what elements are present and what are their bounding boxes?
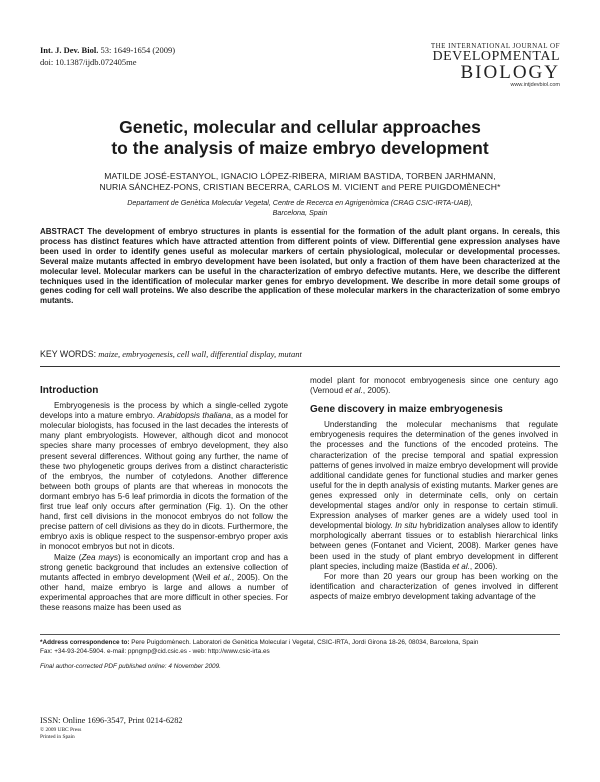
- correspondence-text: Pere Puigdomènech. Laboratori de Genètica Molecular i Vegetal, CSIC-IRTA, Jordi Girona 18-26, 08034, Barcelona, Spain: [129, 639, 479, 646]
- gene-discovery-heading: Gene discovery in maize embryogenesis: [310, 404, 503, 416]
- authors: [40, 171, 560, 193]
- correspondence: [40, 638, 560, 656]
- intro-p2-etal: et al.: [213, 572, 232, 582]
- section-divider: [40, 366, 560, 367]
- intro-heading: Introduction: [40, 385, 99, 396]
- article-title: [0, 117, 600, 159]
- publication-note: [40, 663, 221, 670]
- copyright-block: [40, 727, 81, 741]
- right-p1-text-a: Understanding the molecular mechanisms that regulate embryogenesis requires the determination of the genes involved in the processes and the functions of the encoded proteins. The characterization of the precise temporal and spatial expression patterns of genes involved in maize embryo development will provide additional candidate genes for functional studies and marker genes useful for the in depth analysis of existing mutants. Marker genes are genes expressed only in determinate cells, only on certain developmental stages and/or only in response to certain stimuli. Expression analyses of marker genes are a widely used tool in developmental biology.: [310, 420, 558, 531]
- correspondence-label: *Address correspondence to:: [40, 639, 130, 646]
- copyright: © 2009 UBC Press: [40, 727, 82, 733]
- left-column: [40, 386, 288, 613]
- intro-p1-text-a: Embryogenesis is the process by which a single-celled zygote develops into a mature embryo.: [40, 401, 288, 421]
- publication-date: 4 November 2009.: [166, 663, 221, 670]
- intro-p2-italic: Zea mays: [81, 552, 118, 562]
- title-line-1: Genetic, molecular and cellular approaches: [119, 117, 481, 137]
- publication-label: Final author-corrected PDF published online:: [40, 663, 167, 670]
- affiliation: [60, 198, 540, 218]
- right-continuation: [310, 376, 558, 396]
- intro-p2-text-a: Maize (: [54, 552, 82, 562]
- right-p1-italic: In situ: [395, 521, 418, 531]
- abstract-text: The development of embryo structures in plants is essential for the formation of the adult plant organs. In cereals, this process has distinct features which have attracted attention from different points of view. Differential gene expression analyses have been used in order to identify genes useful as molecular markers of certain physiological, molecular or developmental processes. Several maize mutants affected in embryo development have been isolated, but only a fraction of them have been characterized at the molecular level. Molecular markers can be useful in the characterization of embryo defective mutants. Here, we describe the different techniques used in the identification of molecular marker genes for embryo development. We describe in more detail some groups of genes coding for cell wall proteins. We also describe the application of these molecular markers in the characterization of some embryo mutants.: [40, 227, 560, 306]
- affiliation-line-1: Departament de Genètica Molecular Vegetal, Centre de Recerca en Agrigenòmica (CRAG CSIC-IRTA-UAB),: [127, 198, 473, 207]
- journal-logo: [431, 42, 560, 81]
- logo-line-2: DEVELOPMENTAL: [432, 49, 560, 64]
- keywords-label: KEY WORDS:: [40, 349, 97, 359]
- keywords: [40, 349, 560, 359]
- keywords-value: maize, embryogenesis, cell wall, differential display, mutant: [96, 349, 302, 359]
- abstract-label: ABSTRACT: [40, 227, 84, 236]
- right-cont-etal: et al.: [345, 386, 363, 396]
- journal-name: Int. J. Dev. Biol.: [40, 45, 99, 55]
- intro-p2-text-c: , 2005). On the other hand, maize embryo is large and allows a number of experimental approaches that are more difficult in other species. For these reasons maize has been used as: [40, 572, 288, 612]
- intro-paragraph-1: [40, 401, 288, 552]
- right-paragraph-1: [310, 420, 558, 571]
- printed-in: Printed in Spain: [40, 734, 75, 740]
- right-p1-text-c: , 2006).: [469, 561, 498, 571]
- right-column: [310, 376, 558, 602]
- intro-paragraph-2: [40, 553, 288, 614]
- authors-line-1: MATILDE JOSÉ-ESTANYOL, IGNACIO LÓPEZ-RIBERA, MIRIAM BASTIDA, TORBEN JARHMANN,: [104, 171, 496, 181]
- footer-divider: [40, 634, 560, 635]
- right-p1-etal: et al.: [452, 561, 470, 571]
- logo-line-3: BIOLOGY: [460, 62, 560, 83]
- right-paragraph-2: For more than 20 years our group has been working on the identification and characterization of genes involved in different aspects of maize embryo development taking advantage of the: [310, 571, 558, 601]
- right-p1-text-b: hybridization analyses allow to identify morphologically aberrant tissues or to establish hierarchical links between genes (Fontanet and Vicient, 2008). Marker genes have been used in the study of plant embryo development in different plant species, including maize (Bastida: [310, 521, 558, 571]
- intro-p1-italic: Arabidopsis thaliana: [157, 411, 231, 421]
- title-line-2: to the analysis of maize embryo development: [111, 138, 489, 158]
- authors-line-2: NURIA SÁNCHEZ-PONS, CRISTIAN BECERRA, CARLOS M. VICIENT and PERE PUIGDOMÈNECH*: [99, 182, 501, 192]
- correspondence-contact: Fax: +34-93-204-5904. e-mail: ppngmp@cid.csic.es - web: http://www.csic-irta.es: [40, 648, 270, 655]
- issn: ISSN: Online 1696-3547, Print 0214-6282: [40, 716, 183, 725]
- logo-line-1: THE INTERNATIONAL JOURNAL OF: [430, 42, 560, 50]
- journal-volume: 53: 1649-1654 (2009): [98, 45, 176, 55]
- intro-p2-text-b: ) is economically an important crop and has a strong genetic background that includes an extensive collection of mutants affected in embryo development (Weil: [40, 552, 289, 582]
- intro-p1-text-b: , as a model for molecular biologists, has focused in the last decades the interests of many plant embryologists. However, although dicot and monocot species share many processes of embryo development, they also present several differences. Without going any further, the name of these two phylogenetic groups derives from a distinct characteristic of the embryos, the number of cotyledons. Another difference between both groups of plants are that whereas in monocots the dormant embryo has 5-6 leaf primordia in dicots the formation of the first true leaf only occurs after germination (Fig. 1). On the other hand, first cell divisions in the monocot embryos do not follow the precise pattern of cell divisions as they do in dicots. Furthermore, the embryo axis is oblique respect to the suspensor-embryo proper axis in monocot embryos but not in dicots.: [40, 411, 288, 552]
- doi: doi: 10.1387/ijdb.072405me: [40, 57, 137, 67]
- abstract: [40, 227, 560, 306]
- affiliation-line-2: Barcelona, Spain: [272, 208, 328, 217]
- journal-url[interactable]: www.intjdevbiol.com: [510, 82, 560, 88]
- right-cont-text-b: , 2005).: [362, 386, 391, 396]
- right-cont-text-a: model plant for monocot embryogenesis since one century ago (Vernoud: [310, 376, 558, 396]
- journal-reference: [40, 44, 175, 68]
